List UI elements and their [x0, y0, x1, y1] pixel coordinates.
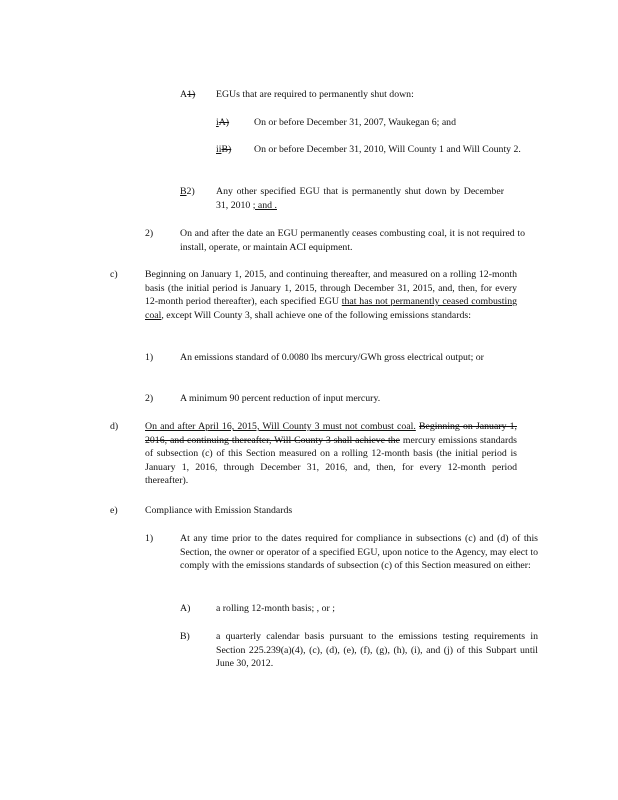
item-text-a1: EGUs that are required to permanently shut down: — [216, 89, 414, 100]
item-label-e1: 1) — [145, 533, 154, 544]
item-text-c2: A minimum 90 percent reduction of input mercury. — [180, 393, 381, 404]
item-text-i: On or before December 31, 2007, Waukegan 6; and — [254, 117, 456, 128]
item-text-c: Beginning on January 1, 2015, and continuing thereafter, and measured on a rolling 12-month basis (the initial period is January 1, 2015, through December 31, 2015, and, then, for every 12-month period thereafter), each specified EGU that has not permanently ceased combusting coal, except Will County 3, shall achieve one of the following emissions standards: — [145, 269, 517, 321]
item-text-ii: On or before December 31, 2010, Will County 1 and Will County 2. — [254, 144, 521, 155]
item-label-c: c) — [110, 269, 118, 280]
item-text-e1b: a quarterly calendar basis pursuant to the emissions testing requirements in Section 225.239(a)(4), (c), (d), (e), (f), (g), (h), (i), and (j) of this Subpart until June 30, 2012. — [216, 631, 538, 670]
item-label-e1a: A) — [180, 603, 191, 614]
item-label-e1b: B) — [180, 631, 190, 642]
item-label-c2: 2) — [145, 393, 154, 404]
item-label-d: d) — [110, 421, 119, 432]
item-text-b2: Any other specified EGU that is permanently shut down by December 31, 2010 ; and . — [216, 186, 504, 211]
item-text-2-first: On and after the date an EGU permanently ceases combusting coal, it is not required to install, operate, or maintain ACI equipment. — [180, 228, 525, 253]
item-text-d: On and after April 16, 2015, Will County 3 must not combust coal. Beginning on January 1, 2016, and continuing thereafter, Will County 3 shall achieve the mercury emissions standards of subsection (c) of this Section measured on a rolling 12-month basis (the initial period is January 1, 2016, through December 31, 2016, and, then, for every 12-month period thereafter). — [145, 421, 517, 487]
item-label-c1: 1) — [145, 352, 154, 363]
item-label-2-first: 2) — [145, 228, 154, 239]
item-label-i: iA) — [216, 117, 230, 128]
item-label-e: e) — [110, 505, 118, 516]
item-text-c1: An emissions standard of 0.0080 lbs mercury/GWh gross electrical output; or — [180, 352, 484, 363]
item-text-e1a: a rolling 12-month basis; , or ; — [216, 603, 335, 614]
item-label-ii: iiB) — [216, 144, 232, 155]
item-text-e1: At any time prior to the dates required for compliance in subsections (c) and (d) of this Section, the owner or operator of a specified EGU, upon notice to the Agency, may elect to comply with the emissions standards of subsection (c) of this Section measured on either: — [180, 533, 538, 572]
item-label-b2: B2) — [180, 186, 195, 197]
item-label-a1: A1) — [180, 89, 196, 100]
item-text-e: Compliance with Emission Standards — [145, 505, 293, 516]
